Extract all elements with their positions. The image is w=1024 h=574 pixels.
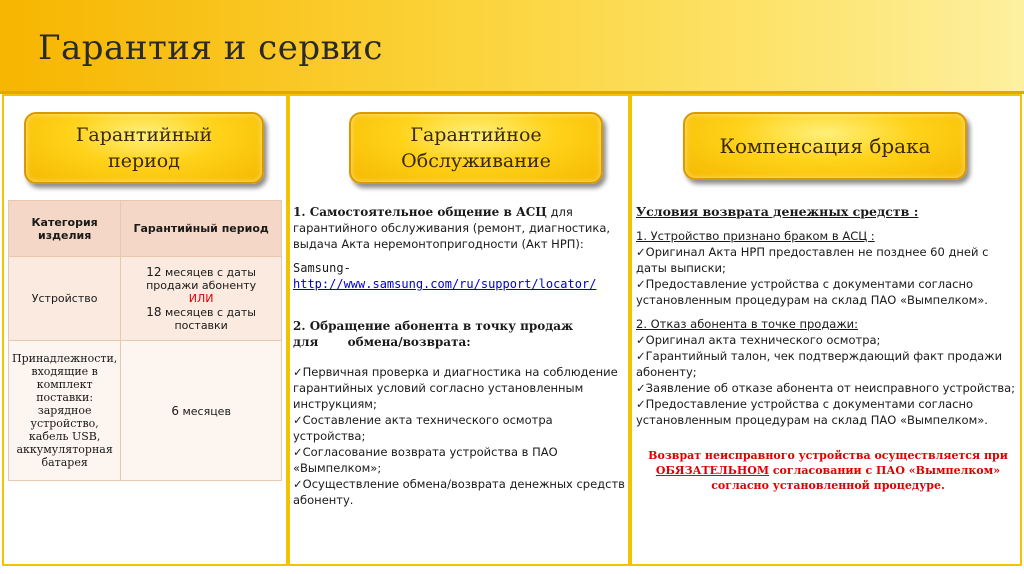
return-note <box>636 448 1020 493</box>
samsung-label: Samsung- <box>293 261 351 275</box>
list-item: ✓Оригинал акта технического осмотра; <box>636 333 881 347</box>
warranty-period-badge-line2: период <box>108 150 180 172</box>
period-a-number: 12 <box>146 265 162 279</box>
warranty-period-badge-line1: Гарантийный <box>75 124 213 146</box>
service-item-1-text: для гарантийного обслуживания (ремонт, диагностика, выдача Акта неремонтопригодности (Акт НРП): <box>293 205 611 251</box>
warranty-service-badge <box>349 112 603 184</box>
table-cell-category: Устройство <box>9 257 121 341</box>
list-item: ✓Гарантийный талон, чек подтверждающий факт продажи абоненту; <box>636 349 1003 379</box>
case1-title: 1. Устройство признано браком в АСЦ : <box>636 229 875 243</box>
table-cell-category: Принадлежности, входящие в комплект поставки: зарядное устройство, кабель USB, аккумуляторная батарея <box>9 341 121 481</box>
table-cell-period <box>121 341 282 481</box>
table-row <box>9 341 282 481</box>
return-note-part2: согласовании с ПАО «Вымпелком» согласно установленной процедуре. <box>711 464 1001 492</box>
warranty-service-badge-line1: Гарантийное <box>410 124 542 146</box>
header-banner <box>0 0 1024 94</box>
samsung-locator-link[interactable]: http://www.samsung.com/ru/support/locator/ <box>293 277 597 291</box>
warranty-table <box>8 200 282 481</box>
list-item: ✓Предоставление устройства с документами согласно установленным процедурам на склад ПАО «Вымпелком». <box>636 397 988 427</box>
return-note-part1: Возврат неисправного устройства осуществляется при <box>648 449 1008 462</box>
period-number: 6 <box>171 403 179 418</box>
table-cell-period <box>121 257 282 341</box>
list-item: ✓Осуществление обмена/возврата денежных средств абоненту. <box>293 477 625 507</box>
return-note-emphasis: ОБЯЗАТЕЛЬНОМ <box>655 464 770 477</box>
warranty-service-badge-line2: Обслуживание <box>401 150 551 172</box>
period-text: месяцев <box>182 404 231 418</box>
service-steps-list <box>293 364 627 508</box>
period-a-text: месяцев с даты продажи абоненту <box>146 266 257 292</box>
list-item: ✓Предоставление устройства с документами согласно установленным процедурам на склад ПАО «Вымпелком». <box>636 277 988 307</box>
defect-compensation-badge: Компенсация брака <box>683 112 967 180</box>
compensation-title: Условия возврата денежных средств : <box>636 204 919 219</box>
compensation-text <box>636 204 1020 493</box>
list-item: ✓Заявление об отказе абонента от неисправного устройства; <box>636 381 1016 395</box>
period-or-label: ИЛИ <box>188 292 214 305</box>
case2-title: 2. Отказ абонента в точке продажи: <box>636 317 859 331</box>
list-item: ✓Первичная проверка и диагностика на соблюдение гарантийных условий согласно установленным инструкциям; <box>293 365 618 411</box>
period-b-number: 18 <box>146 305 162 319</box>
table-header-row <box>9 201 282 257</box>
list-item: ✓Составление акта технического осмотра устройства; <box>293 413 553 443</box>
service-item-2-line2: для обмена/возврата: <box>293 335 471 349</box>
page-title: Гарантия и сервис <box>38 28 383 68</box>
service-item-2-title <box>293 318 627 350</box>
table-header-category: Категория изделия <box>9 201 121 257</box>
table-header-period: Гарантийный период <box>121 201 282 257</box>
list-item: ✓Оригинал Акта НРП предоставлен не позднее 60 дней с даты выписки; <box>636 245 989 275</box>
table-row <box>9 257 282 341</box>
list-item: ✓Согласование возврата устройства в ПАО «Вымпелком»; <box>293 445 558 475</box>
service-item-1 <box>293 204 627 252</box>
service-item-2-line1: 2. Обращение абонента в точку продаж <box>293 319 574 333</box>
period-b-text: месяцев с даты поставки <box>165 306 256 332</box>
service-text <box>293 204 627 508</box>
samsung-locator <box>293 260 627 292</box>
service-item-1-title: 1. Самостоятельное общение в АСЦ <box>293 205 547 219</box>
warranty-period-badge <box>24 112 264 184</box>
